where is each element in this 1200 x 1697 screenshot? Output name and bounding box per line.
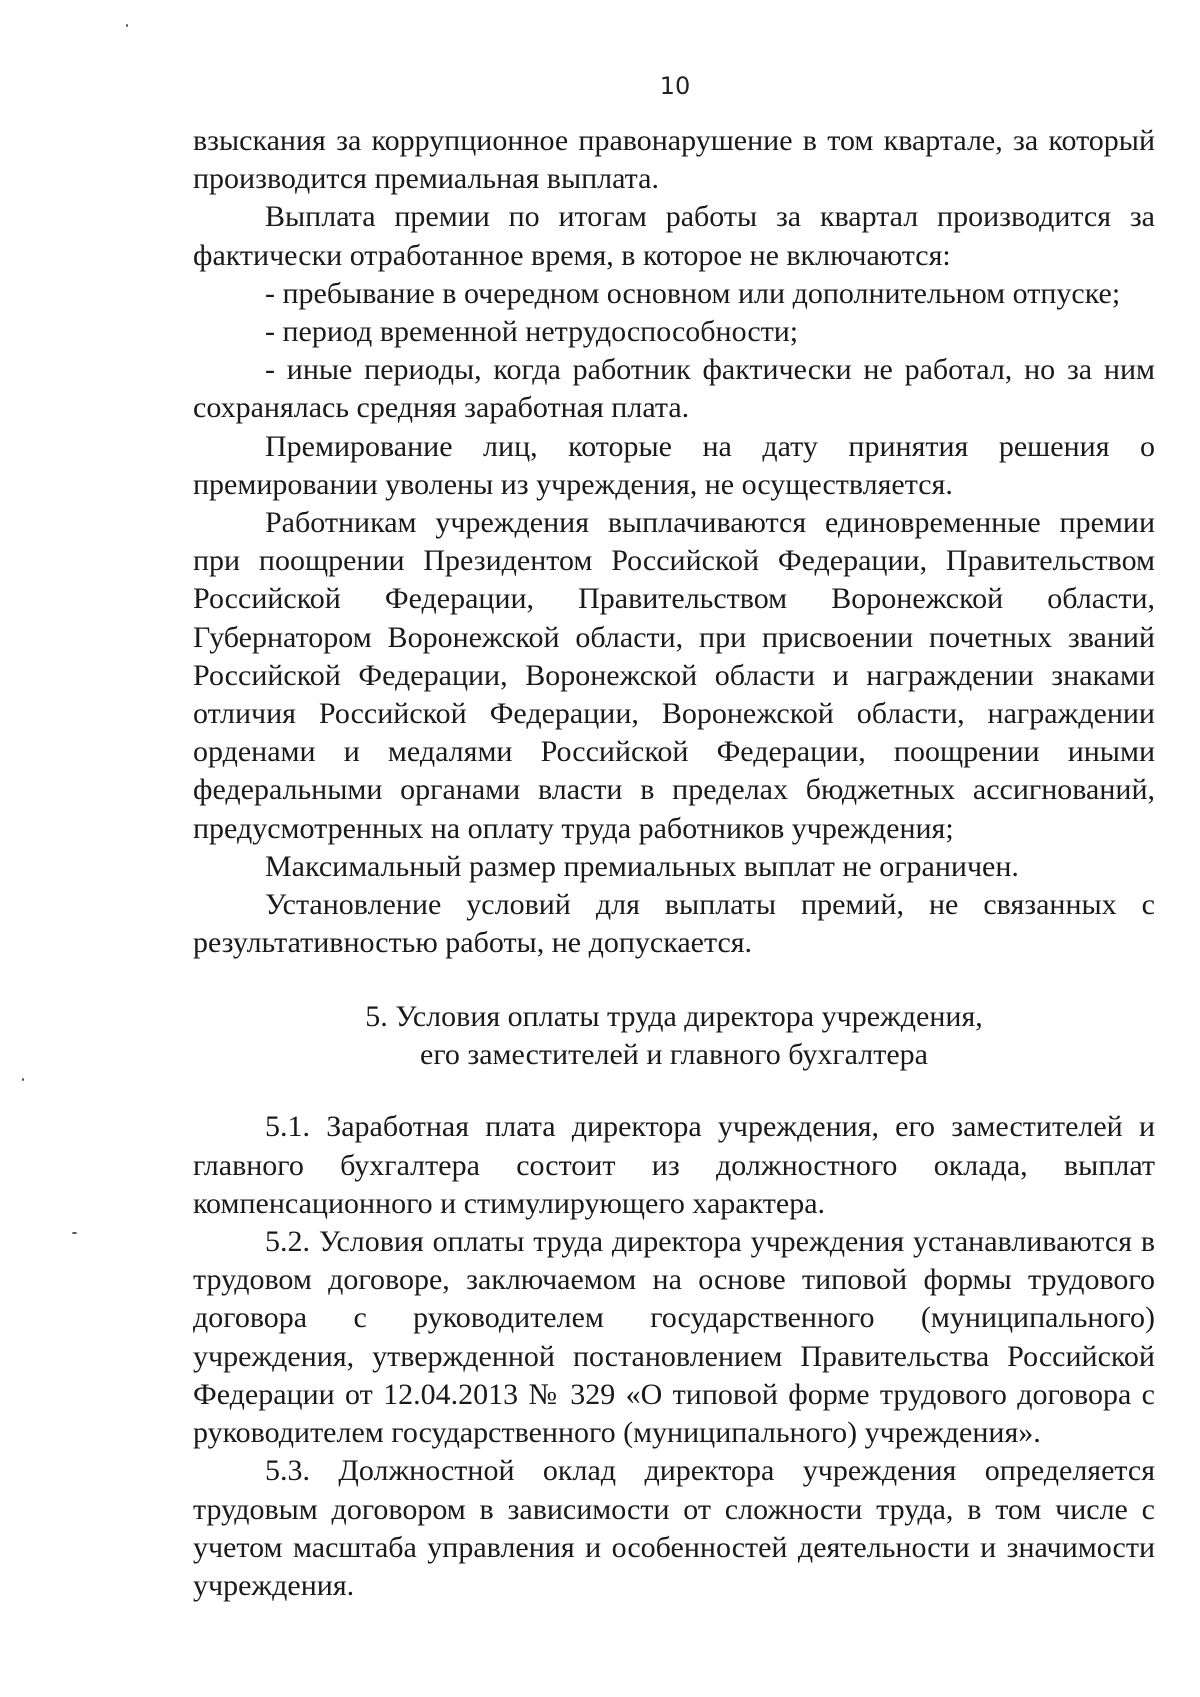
clause-5-1: 5.1. Заработная плата директора учреждения, его заместителей и главного бухгалтера состоит из должностного оклада, выплат компенсационного и стимулирующего характера. [193,1110,1155,1220]
page-number: 10 [659,72,691,100]
paragraph-continuation: взыскания за коррупционное правонарушение в том квартале, за который производится премиальная выплата. [193,124,1155,196]
paragraph-one-time-bonuses: Работникам учреждения выплачиваются единовременные премии при поощрении Президентом Российской Федерации, Правительством Российской Федерации, Правительством Воронежской области, Губернатором Воронежской области, при присвоении почетных званий Российской Федерации, Воронежской области и награждении знаками отличия Российской Федерации, Воронежской области, награждении орденами и медалями Российской Федерации, поощрении иными федеральными органами власти в пределах бюджетных ассигнований, предусмотренных на оплату труда работников учреждения; [193,506,1155,845]
scan-speck [126,24,128,27]
paragraph-dismissed: Премирование лиц, которые на дату принятия решения о премировании уволены из учреждения, не осуществляется. [193,429,1155,501]
section-heading [193,998,1155,1074]
paragraph-max-bonus: Максимальный размер премиальных выплат не ограничен. [265,849,1019,883]
paragraph-no-unrelated-bonuses: Установление условий для выплаты премий, не связанных с результативностью работы, не допускается. [193,888,1155,960]
section-title-line-1: 5. Условия оплаты труда директора учреждения, [365,1000,983,1034]
scan-speck [22,1078,24,1081]
document-body [193,122,1155,1605]
paragraph-bonus-payment: Выплата премии по итогам работы за квартал производится за фактически отработанное время, в которое не включаются: [193,200,1155,272]
clause-5-2: 5.2. Условия оплаты труда директора учреждения устанавливаются в трудовом договоре, заключаемом на основе типовой формы трудового договора с руководителем государственного (муниципального) учреждения, утвержденной постановлением Правительства Российской Федерации от 12.04.2013 № 329 «О типовой форме трудового договора с руководителем государственного (муниципального) учреждения». [193,1225,1155,1450]
scan-speck [72,1232,77,1234]
clause-5-3: 5.3. Должностной оклад директора учреждения определяется трудовым договором в зависимости от сложности труда, в том числе с учетом масштаба управления и особенностей деятельности и значимости учреждения. [193,1454,1155,1602]
list-item-vacation: - пребывание в очередном основном или дополнительном отпуске; [265,276,1121,310]
list-item-other-periods: - иные периоды, когда работник фактически не работал, но за ним сохранялась средняя заработная плата. [193,353,1155,425]
section-title-line-2: его заместителей и главного бухгалтера [420,1038,928,1072]
list-item-disability: - период временной нетрудоспособности; [265,315,799,349]
